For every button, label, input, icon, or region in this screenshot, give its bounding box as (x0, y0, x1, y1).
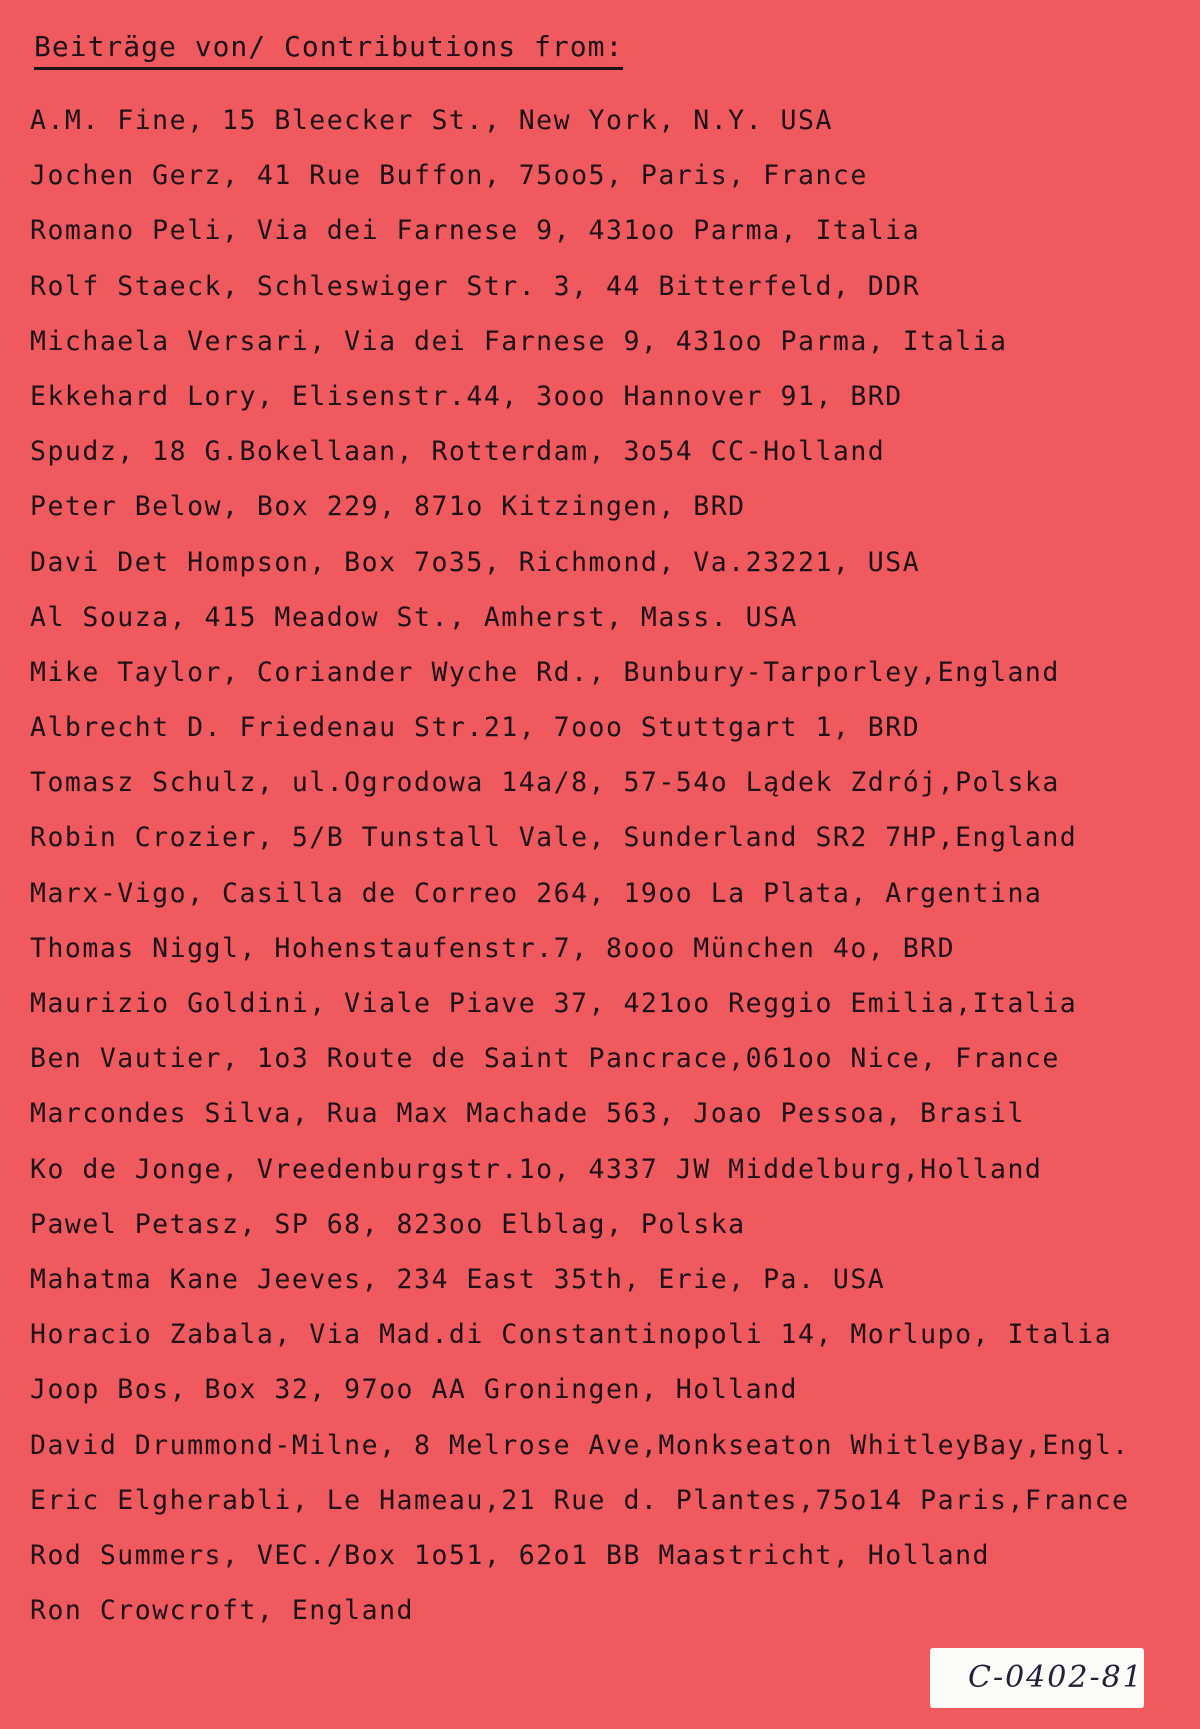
contributor-entry: Peter Below, Box 229, 871o Kitzingen, BRD (30, 491, 746, 523)
contributor-entry: Mike Taylor, Coriander Wyche Rd., Bunbury-Tarporley,England (30, 656, 1060, 688)
catalog-number: C-0402-81 (968, 1660, 1144, 1695)
contributor-entry: Davi Det Hompson, Box 7o35, Richmond, Va.23221, USA (30, 546, 921, 578)
contributor-entry: Tomasz Schulz, ul.Ogrodowa 14a/8, 57-54o Lądek Zdrój,Polska (30, 767, 1060, 799)
contributor-entry: Ko de Jonge, Vreedenburgstr.1o, 4337 JW Middelburg,Holland (30, 1153, 1043, 1185)
contributor-entry: Jochen Gerz, 41 Rue Buffon, 75oo5, Paris, France (30, 160, 868, 192)
contributor-entry: Romano Peli, Via dei Farnese 9, 431oo Parma, Italia (30, 215, 921, 247)
contributor-entry: Michaela Versari, Via dei Farnese 9, 431oo Parma, Italia (30, 325, 1008, 357)
contributor-list (30, 102, 1130, 1647)
contributor-entry: Rod Summers, VEC./Box 1o51, 62o1 BB Maastricht, Holland (30, 1539, 990, 1571)
contributor-entry: Maurizio Goldini, Viale Piave 37, 421oo Reggio Emilia,Italia (30, 988, 1078, 1019)
contributor-entry: Pawel Petasz, SP 68, 823oo Elblag, Polska (30, 1208, 746, 1240)
contributor-entry: Ron Crowcroft, England (30, 1595, 414, 1627)
contributor-entry: Joop Bos, Box 32, 97oo AA Groningen, Holland (30, 1374, 798, 1406)
catalog-label (930, 1648, 1144, 1708)
contributor-entry: Thomas Niggl, Hohenstaufenstr.7, 8ooo München 4o, BRD (30, 932, 956, 964)
contributor-entry: Eric Elgherabli, Le Hameau,21 Rue d. Plantes,75o14 Paris,France (30, 1484, 1130, 1516)
contributor-entry: Albrecht D. Friedenau Str.21, 7ooo Stuttgart 1, BRD (30, 712, 921, 744)
contributor-entry: Ben Vautier, 1o3 Route de Saint Pancrace,061oo Nice, France (30, 1043, 1060, 1075)
contributor-entry: Marx-Vigo, Casilla de Correo 264, 19oo La Plata, Argentina (30, 877, 1043, 909)
contributor-entry: Horacio Zabala, Via Mad.di Constantinopoli 14, Morlupo, Italia (30, 1319, 1113, 1351)
contributor-entry: A.M. Fine, 15 Bleecker St., New York, N.Y. USA (30, 105, 833, 136)
contributor-entry: Al Souza, 415 Meadow St., Amherst, Mass. USA (30, 601, 798, 633)
contributor-entry: Rolf Staeck, Schleswiger Str. 3, 44 Bitterfeld, DDR (30, 270, 921, 302)
contributor-entry: Robin Crozier, 5/B Tunstall Vale, Sunderland SR2 7HP,England (30, 822, 1078, 854)
contributor-entry: Ekkehard Lory, Elisenstr.44, 3ooo Hannover 91, BRD (30, 380, 903, 412)
contributions-heading: Beiträge von/ Contributions from: (34, 30, 623, 70)
contributor-entry: David Drummond-Milne, 8 Melrose Ave,Monkseaton WhitleyBay,Engl. (30, 1429, 1130, 1461)
contributor-entry: Marcondes Silva, Rua Max Machade 563, Joao Pessoa, Brasil (30, 1098, 1025, 1130)
contributor-entry: Mahatma Kane Jeeves, 234 East 35th, Erie, Pa. USA (30, 1263, 886, 1295)
contributor-entry: Spudz, 18 G.Bokellaan, Rotterdam, 3o54 CC-Holland (30, 436, 886, 468)
